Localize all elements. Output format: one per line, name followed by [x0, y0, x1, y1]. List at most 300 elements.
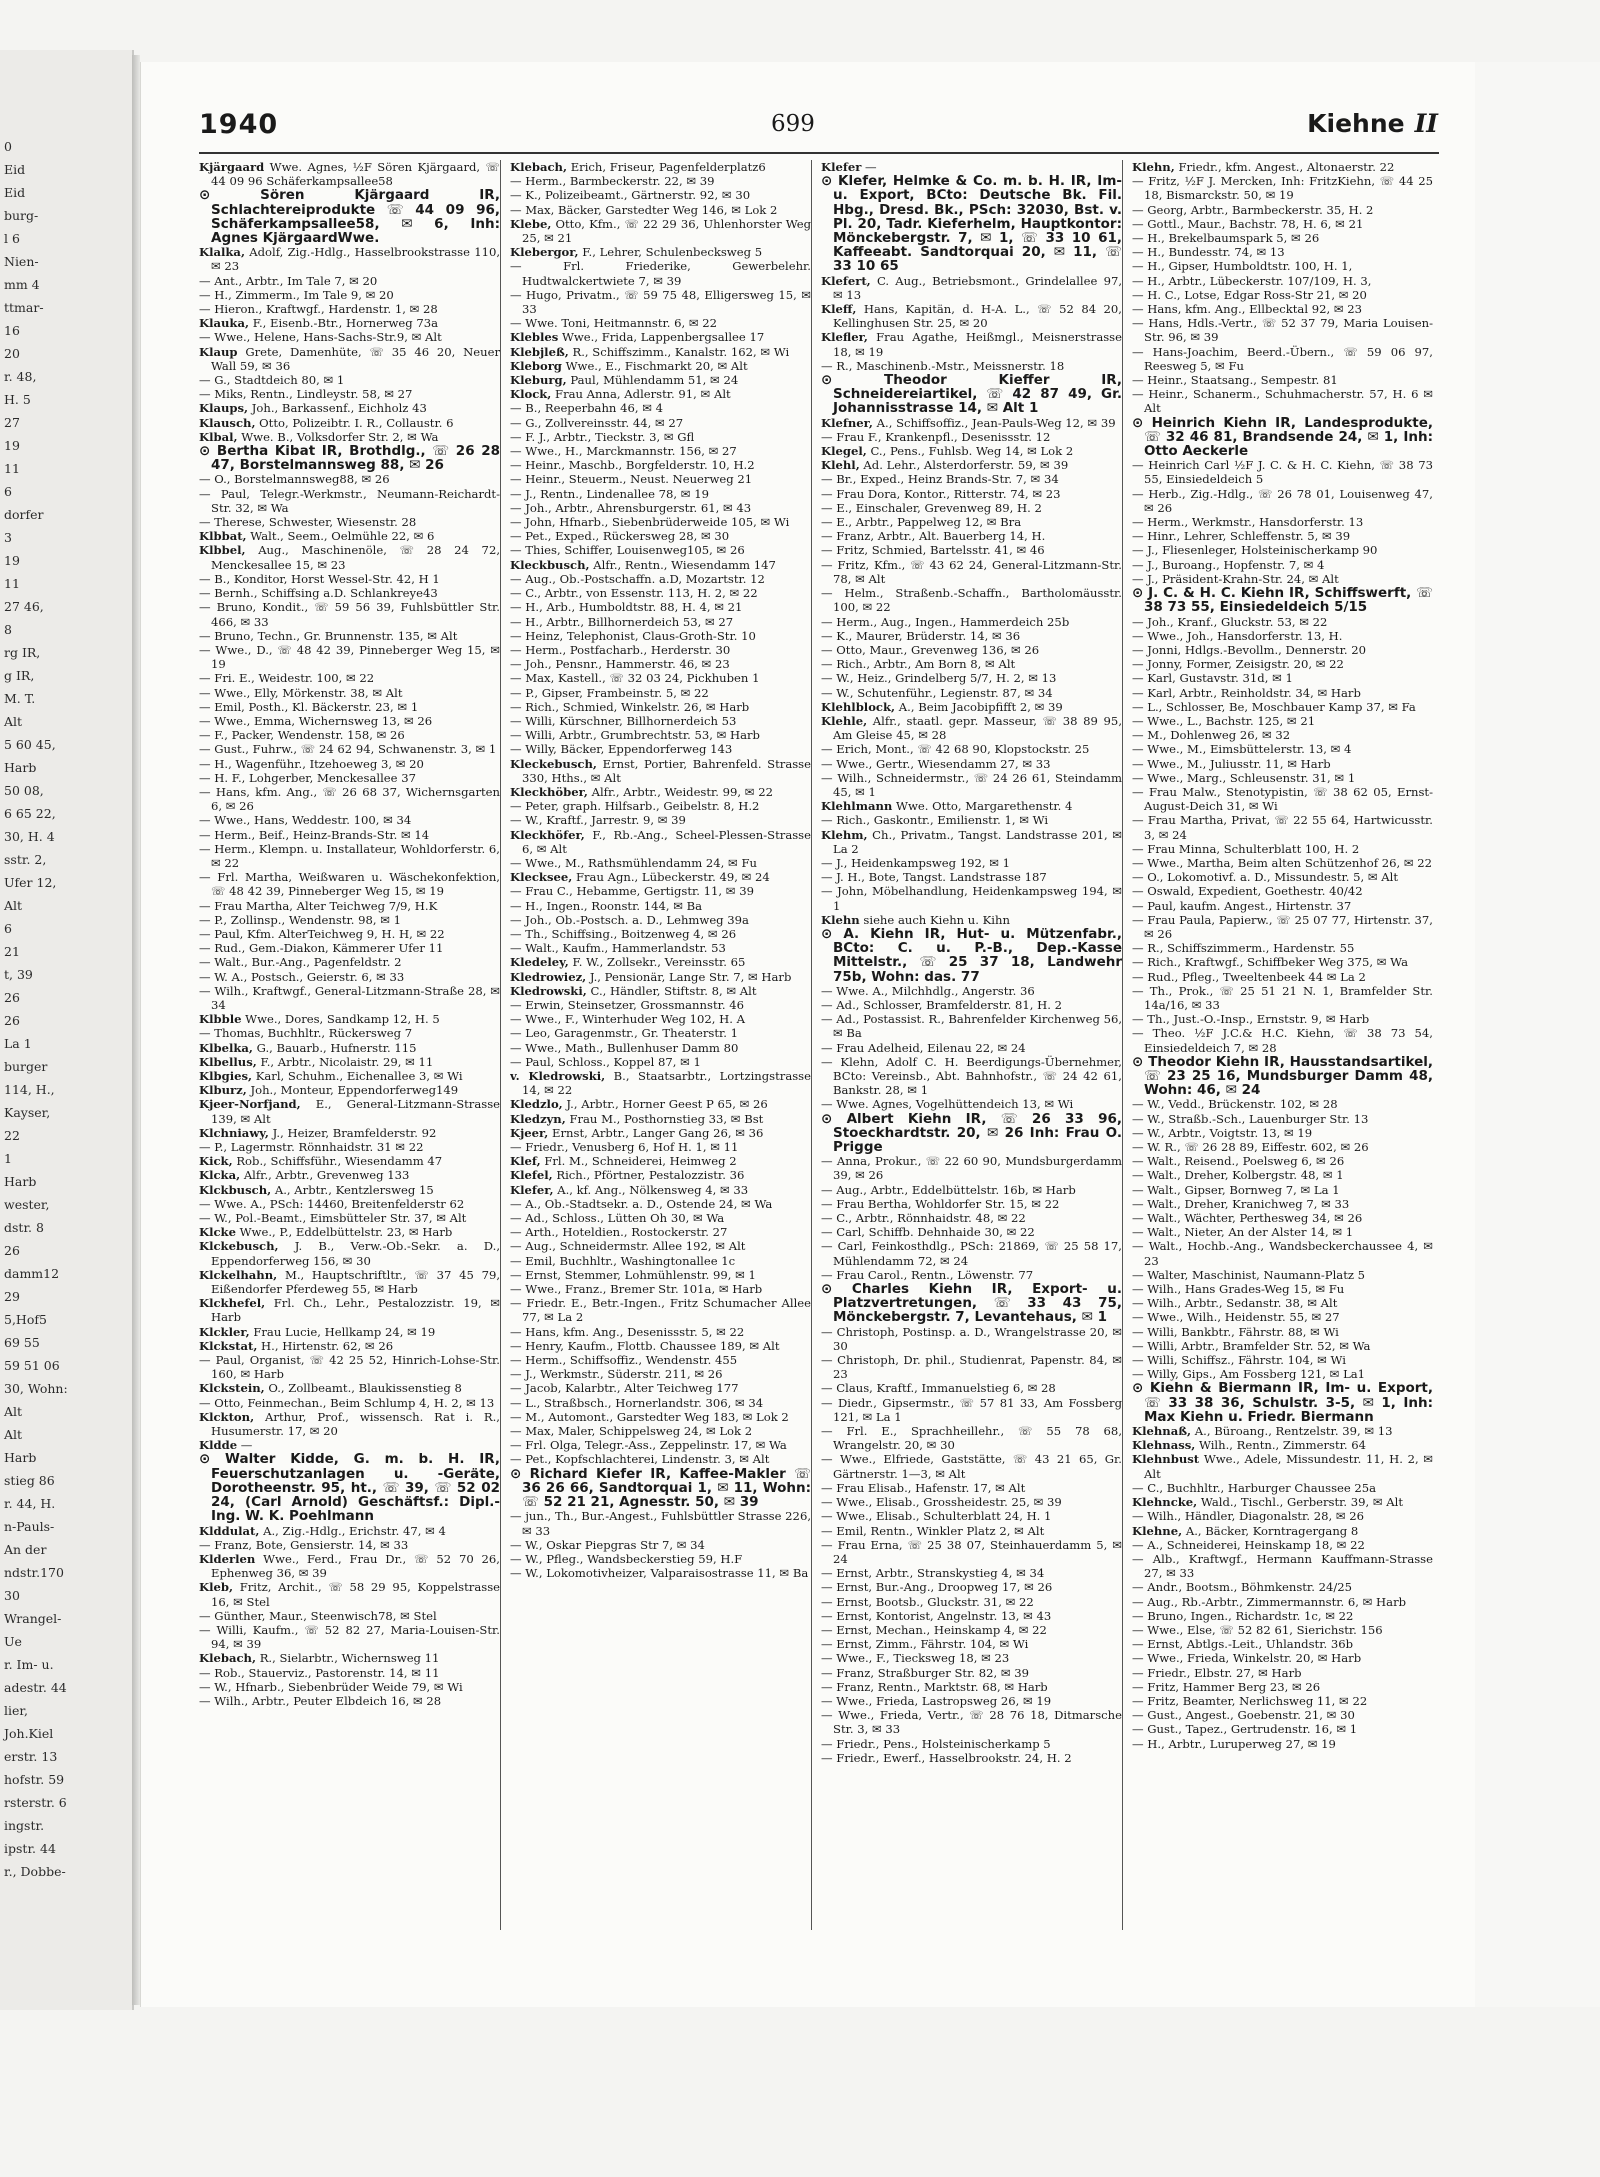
previous-page-line: Wrangel-: [4, 1611, 62, 1626]
entry-details: — Heinrich Carl ½F J. C. & H. C. Kiehn, ☏ 38 73 55, Einsiedeldeich 5: [1132, 458, 1433, 487]
previous-page-line: 19: [4, 553, 20, 568]
entry-details: — Wwe., Hans, Weddestr. 100, ✉ 34: [199, 813, 412, 828]
directory-entry: [1132, 1595, 1433, 1609]
directory-entry: [199, 629, 500, 643]
entry-details: — Wilh., Arbtr., Sedanstr. 38, ✉ Alt: [1132, 1296, 1338, 1311]
entry-details: — Wwe. A., PSch: 14460, Breitenfelderstr 62: [199, 1196, 465, 1211]
entry-details: Frl. Ch., Lehr., Pestalozzistr. 19, ✉ Harb: [211, 1296, 500, 1325]
directory-entry: [821, 1708, 1122, 1736]
entry-details: ⊙ Richard Kiefer IR, Kaffee-Makler ☏ 36 26 66, Sandtorquai 1, ✉ 11, Wohn: ☏ 52 21 21, Agnesstr. 50, ✉ 39: [510, 1465, 811, 1511]
directory-entry: [1132, 870, 1433, 884]
directory-entry: [510, 671, 811, 685]
entry-details: — Wwe., F., Winterhuder Weg 102, H. A: [510, 1012, 746, 1027]
entry-details: — Rich., Kraftwgf., Schiffbeker Weg 375, ✉ Wa: [1132, 955, 1408, 970]
entry-details: — Claus, Kraftf., Immanuelstieg 6, ✉ 28: [821, 1381, 1056, 1396]
book-gutter: [132, 55, 140, 2005]
entry-details: Wwe., P., Eddelbüttelstr. 23, ✉ Harb: [239, 1225, 453, 1240]
entry-details: — Wwe., Frieda, Vertr., ☏ 28 76 18, Ditmarsche Str. 3, ✉ 33: [821, 1708, 1122, 1737]
directory-entry: [510, 387, 811, 401]
directory-entry: [1132, 742, 1433, 756]
directory-entry: [510, 1197, 811, 1211]
entry-details: ⊙ Walter Kidde, G. m. b. H. IR, Feuerschutzanlagen u. -Geräte, Dorotheenstr. 95, ht., ☏ 39, ☏ 52 02 24, (Carl Arnold) Geschäftsf.: Dipl.-Ing. W. K. Poehlmann: [199, 1451, 500, 1525]
directory-entry: [510, 1140, 811, 1154]
directory-entry: [510, 458, 811, 472]
directory-entry: [821, 1680, 1122, 1694]
page-number: 699: [771, 111, 815, 137]
previous-page-line: 69 55: [4, 1335, 40, 1350]
directory-entry: [1132, 1211, 1433, 1225]
entry-details: — Wilh., Schneidermstr., ☏ 24 26 61, Steindamm 45, ✉ 1: [821, 770, 1122, 799]
directory-entry: [821, 1751, 1122, 1765]
directory-entry: [821, 373, 1122, 416]
entry-surname: Kledzlo,: [510, 1097, 563, 1112]
directory-entry: [821, 870, 1122, 884]
entry-details: — P., Gipser, Frambeinstr. 5, ✉ 22: [510, 685, 709, 700]
entry-details: Rob., Schiffsführ., Wiesendamm 47: [236, 1154, 443, 1169]
directory-entry: [510, 828, 811, 856]
directory-entry: [510, 1055, 811, 1069]
entry-details: Rich., Pförtner, Pestalozzistr. 36: [556, 1168, 745, 1183]
directory-entry: [1132, 1381, 1433, 1424]
directory-entry: [821, 1495, 1122, 1509]
previous-page-line: Eid: [4, 162, 26, 177]
directory-entry: [199, 771, 500, 785]
entry-surname: Klebach,: [510, 160, 568, 174]
directory-entry: [1132, 970, 1433, 984]
entry-surname: Klausch,: [199, 415, 256, 430]
directory-entry: [1132, 1055, 1433, 1098]
entry-details: — Alb., Kraftwgf., Hermann Kauffmann-Strasse 27, ✉ 33: [1132, 1551, 1433, 1581]
directory-entry: [1132, 1580, 1433, 1594]
entry-surname: Klckhefel,: [199, 1296, 266, 1311]
previous-page-line: hofstr. 59: [4, 1772, 65, 1787]
directory-entry: [199, 1538, 500, 1552]
directory-entry: [1132, 785, 1433, 813]
directory-entry: [510, 686, 811, 700]
entry-details: — Paul, kaufm. Angest., Hirtenstr. 37: [1132, 898, 1352, 913]
directory-entry: [1132, 842, 1433, 856]
entry-surname: Klehle,: [821, 713, 868, 728]
entry-surname: Kledeley,: [510, 955, 569, 970]
entry-details: — Franz, Straßburger Str. 82, ✉ 39: [821, 1665, 1029, 1680]
entry-details: — Frau Elisab., Hafenstr. 17, ✉ Alt: [821, 1480, 1026, 1495]
directory-entry: [510, 984, 811, 998]
directory-entry: [199, 1225, 500, 1239]
entry-details: R., Schiffszimm., Kanalstr. 162, ✉ Wi: [572, 344, 790, 359]
entry-details: Frau Agn., Lübeckerstr. 49, ✉ 24: [575, 870, 770, 885]
page-margin: [1475, 62, 1600, 2007]
previous-page-line: ndstr.170: [4, 1565, 64, 1580]
entry-surname: Kleckhöfer,: [510, 827, 585, 842]
entry-details: Wwe., Frida, Lappenbergsallee 17: [561, 330, 765, 345]
entry-details: Frau M., Posthornstieg 33, ✉ Bst: [569, 1111, 764, 1126]
directory-entry: [510, 288, 811, 316]
directory-entry: [1132, 217, 1433, 231]
directory-entry: [510, 359, 811, 373]
directory-entry: [199, 1524, 500, 1538]
entry-details: — Herm., Aug., Ingen., Hammerdeich 25b: [821, 614, 1070, 629]
header-rule: [199, 152, 1439, 154]
entry-details: — Miks, Rentn., Lindleystr. 58, ✉ 27: [199, 387, 413, 402]
directory-entry: [510, 1154, 811, 1168]
directory-entry: [510, 1211, 811, 1225]
directory-entry: [821, 1580, 1122, 1594]
directory-entry: [1132, 856, 1433, 870]
entry-details: — Max, Kastell., ☏ 32 03 24, Pickhuben 1: [510, 671, 760, 686]
entry-surname: Kledrowiez,: [510, 969, 587, 984]
entry-details: — Rich., Arbtr., Am Born 8, ✉ Alt: [821, 657, 1016, 672]
directory-entry: [199, 1623, 500, 1651]
entry-details: — Klehn, Adolf C. H. Beerdigungs-Übernehmer, BCto: Vereinsb., Abt. Bahnhofstr., ☏ 24 42 61, Bankstr. 28, ✉ 1: [821, 1054, 1122, 1098]
entry-details: — W., Hfnarb., Siebenbrüder Weide 79, ✉ Wi: [199, 1679, 463, 1694]
directory-entry: [821, 643, 1122, 657]
directory-entry: [821, 1595, 1122, 1609]
directory-entry: [821, 416, 1122, 430]
directory-entry: [821, 1609, 1122, 1623]
entry-details: — Wwe., M., Rathsmühlendamm 24, ✉ Fu: [510, 855, 757, 870]
entry-details: — Willy, Bäcker, Eppendorferweg 143: [510, 742, 733, 757]
entry-details: — Willi, Arbtr., Grumbrechtstr. 53, ✉ Harb: [510, 728, 760, 743]
directory-entry: [1132, 1722, 1433, 1736]
previous-page-line: Harb: [4, 760, 37, 775]
entry-details: — Aug., Rb.-Arbtr., Zimmermannstr. 6, ✉ Harb: [1132, 1594, 1407, 1609]
entry-details: — Pet., Kopfschlachterei, Lindenstr. 3, ✉ Alt: [510, 1452, 770, 1467]
entry-details: — Therese, Schwester, Wiesenstr. 28: [199, 515, 417, 530]
entry-details: — Max, Bäcker, Garstedter Weg 146, ✉ Lok 2: [510, 202, 778, 217]
directory-entry: [510, 586, 811, 600]
directory-entry: [199, 714, 500, 728]
directory-entry: [199, 1140, 500, 1154]
directory-entry: [199, 1083, 500, 1097]
previous-page-line: burg-: [4, 208, 39, 223]
entry-details: — G., Stadtdeich 80, ✉ 1: [199, 373, 345, 388]
directory-entry: [1132, 813, 1433, 841]
directory-entry: [821, 543, 1122, 557]
previous-page-line: La 1: [4, 1036, 32, 1051]
entry-details: — Willi, Kaufm., ☏ 52 82 27, Maria-Louisen-Str. 94, ✉ 39: [199, 1622, 500, 1652]
directory-entry: [510, 1239, 811, 1253]
directory-entry: [1132, 1367, 1433, 1381]
entry-details: — Rob., Stauerviz., Pastorenstr. 14, ✉ 11: [199, 1665, 440, 1680]
directory-entry: [1132, 1097, 1433, 1111]
entry-details: Ernst, Arbtr., Langer Gang 26, ✉ 36: [552, 1125, 764, 1140]
entry-details: — Walt., Dreher, Kranichweg 7, ✉ 33: [1132, 1196, 1350, 1211]
directory-entry: [1132, 174, 1433, 202]
directory-entry: [510, 1552, 811, 1566]
directory-entry: [199, 1680, 500, 1694]
directory-entry: [821, 1041, 1122, 1055]
entry-surname: Klderlen: [199, 1551, 256, 1566]
entry-details: — Friedr. E., Betr.-Ingen., Fritz Schumacher Allee 77, ✉ La 2: [510, 1296, 811, 1325]
directory-entry: [1132, 416, 1433, 459]
entry-details: — Henry, Kaufm., Flottb. Chaussee 189, ✉ Alt: [510, 1338, 780, 1353]
directory-entry: [510, 955, 811, 969]
entry-details: — Wwe., Joh., Hansdorferstr. 13, H.: [1132, 628, 1343, 643]
entry-details: F., Eisenb.-Btr., Hornerweg 73a: [252, 316, 439, 331]
directory-entry: [510, 913, 811, 927]
directory-entry: [821, 1197, 1122, 1211]
directory-entry: [1132, 671, 1433, 685]
previous-page-line: 50 08,: [4, 783, 44, 798]
entry-surname: Klbellus,: [199, 1054, 257, 1069]
entry-details: — Th., Schiffsing., Boitzenweg 4, ✉ 26: [510, 926, 737, 941]
directory-entry: [510, 217, 811, 245]
entry-details: — Heinr., Steuerm., Neust. Neuerweg 21: [510, 472, 753, 487]
directory-entry: [821, 856, 1122, 870]
previous-page-line: 5 60 45,: [4, 737, 56, 752]
entry-details: — C., Buchhltr., Harburger Chaussee 25a: [1132, 1480, 1377, 1495]
directory-entry: [510, 501, 811, 515]
entry-surname: Klebjleß,: [510, 344, 569, 359]
entry-details: — Ad., Schloss., Lütten Oh 30, ✉ Wa: [510, 1211, 725, 1226]
directory-entry: [199, 345, 500, 373]
entry-details: ⊙ Theodor Kieffer IR, Schneidereiartikel, ☏ 42 87 49, Gr. Johannisstrasse 14, ✉ Alt 1: [821, 372, 1122, 417]
entry-details: — Bruno, Kondit., ☏ 59 56 39, Fuhlsbüttler Str. 466, ✉ 33: [199, 600, 500, 629]
entry-details: — Aug., Arbtr., Eddelbüttelstr. 16b, ✉ Harb: [821, 1182, 1076, 1197]
directory-entry: [1132, 1325, 1433, 1339]
previous-page-line: 22: [4, 1128, 20, 1143]
directory-entry: [1132, 984, 1433, 1012]
directory-entry: [199, 274, 500, 288]
entry-surname: Klefner,: [821, 415, 873, 430]
previous-page-line: 59 51 06: [4, 1358, 60, 1373]
directory-entry: [1132, 643, 1433, 657]
entry-details: — Frau F., Krankenpfl., Desenissstr. 12: [821, 429, 1051, 444]
entry-details: Wwe., E., Fischmarkt 20, ✉ Alt: [565, 358, 748, 373]
entry-details: — H., Gipser, Humboldtstr. 100, H. 1,: [1132, 259, 1353, 274]
entry-details: — Hugo, Privatm., ☏ 59 75 48, Elligersweg 15, ✉ 33: [510, 287, 811, 317]
entry-surname: Klcka,: [199, 1168, 241, 1183]
directory-entry: [821, 1481, 1122, 1495]
directory-entry: [199, 1381, 500, 1395]
entry-details: Joh., Monteur, Eppendorferweg149: [250, 1083, 459, 1098]
directory-entry: [821, 174, 1122, 273]
entry-details: — Fritz, Schmied, Bartelsstr. 41, ✉ 46: [821, 543, 1045, 558]
entry-details: — Wwe., Else, ☏ 52 82 61, Sierichstr. 156: [1132, 1622, 1383, 1637]
directory-entry: [199, 572, 500, 586]
entry-details: Ernst, Portier, Bahrenfeld. Strasse 330, Hths., ✉ Alt: [522, 756, 811, 785]
previous-page-line: lier,: [4, 1703, 28, 1718]
previous-page-line: 6: [4, 484, 12, 499]
previous-page-line: Harb: [4, 1174, 37, 1189]
entry-details: — K., Maurer, Brüderstr. 14, ✉ 36: [821, 628, 1021, 643]
entry-details: Paul, Mühlendamm 51, ✉ 24: [570, 373, 739, 388]
entry-details: A., kf. Ang., Nölkensweg 4, ✉ 33: [557, 1182, 749, 1197]
directory-entry: [821, 1183, 1122, 1197]
entry-details: ⊙ J. C. & H. C. Kiehn IR, Schiffswerft, ☏ 38 73 55, Einsiedeldeich 5/15: [1132, 585, 1433, 616]
entry-details: — Frau Adelheid, Eilenau 22, ✉ 24: [821, 1040, 1026, 1055]
directory-entry: [199, 1325, 500, 1339]
entry-details: —: [240, 1438, 253, 1453]
directory-entry: [821, 913, 1122, 927]
entry-details: Wwe., Adele, Missundestr. 11, H. 2, ✉ Alt: [1144, 1452, 1433, 1481]
entry-details: — H., Arbtr., Luruperweg 27, ✉ 19: [1132, 1736, 1336, 1751]
entry-details: Otto, Polizeibtr. I. R., Collaustr. 6: [259, 415, 454, 430]
previous-page-line: Ue: [4, 1634, 22, 1649]
directory-entry: [1132, 1339, 1433, 1353]
previous-page-line: erstr. 13: [4, 1749, 58, 1764]
directory-entry: [510, 1282, 811, 1296]
entry-details: — Fritz, Beamter, Nerlichsweg 11, ✉ 22: [1132, 1693, 1368, 1708]
entry-details: — Wilh., Hans Grades-Weg 15, ✉ Fu: [1132, 1282, 1345, 1297]
entry-details: — jun., Th., Bur.-Angest., Fuhlsbüttler Strasse 226, ✉ 33: [510, 1509, 811, 1538]
entry-details: — Jonni, Hdlgs.-Bevollm., Dennerstr. 20: [1132, 642, 1367, 657]
directory-entry: [1132, 1481, 1433, 1495]
directory-entry: [199, 984, 500, 1012]
entry-details: — Aug., Schneidermstr. Allee 192, ✉ Alt: [510, 1239, 746, 1254]
previous-page-line: rsterstr. 6: [4, 1795, 67, 1810]
entry-details: A., Schiffsoffiz., Jean-Pauls-Weg 12, ✉ 39: [876, 415, 1116, 430]
entry-details: A., Bäcker, Korntragergang 8: [1185, 1523, 1359, 1538]
directory-entry: [1132, 771, 1433, 785]
entry-details: — Bernh., Schiffsing a.D. Schlankreye43: [199, 586, 438, 601]
entry-details: — Carl, Schiffb. Dehnhaide 30, ✉ 22: [821, 1225, 1035, 1240]
entry-surname: Klaups,: [199, 401, 249, 416]
directory-entry: [510, 444, 811, 458]
entry-details: Alfr., Arbtr., Weidestr. 99, ✉ 22: [591, 784, 773, 799]
directory-entry: [510, 1538, 811, 1552]
entry-surname: Kleff,: [821, 302, 857, 317]
entry-details: O., Zollbeamt., Blaukissenstieg 8: [268, 1381, 462, 1396]
directory-entry: [510, 998, 811, 1012]
entry-details: — H., Zimmerm., Im Tale 9, ✉ 20: [199, 287, 394, 302]
entry-surname: Klckbusch,: [199, 1182, 272, 1197]
directory-entry: [821, 1282, 1122, 1325]
directory-entry: [199, 828, 500, 842]
previous-page-line: 21: [4, 944, 20, 959]
entry-surname: Klefer: [821, 160, 862, 174]
previous-page-line: l 6: [4, 231, 20, 246]
column-4: [1132, 160, 1433, 1930]
entry-details: — Br., Exped., Heinz Brands-Str. 7, ✉ 34: [821, 472, 1059, 487]
entry-details: — L., Straßbsch., Hornerlandstr. 306, ✉ 34: [510, 1395, 764, 1410]
directory-entry: [821, 686, 1122, 700]
directory-entry: [1132, 1296, 1433, 1310]
directory-entry: [821, 615, 1122, 629]
entry-details: — H., Arbtr., Billhornerdeich 53, ✉ 27: [510, 614, 734, 629]
directory-entry: [199, 842, 500, 870]
directory-entry: [510, 188, 811, 202]
guide-word-text: Kiehne: [1307, 109, 1405, 138]
directory-entry: [1132, 657, 1433, 671]
entry-surname: Klckstat,: [199, 1338, 258, 1353]
previous-page-line: g IR,: [4, 668, 35, 683]
entry-details: — M., Dohlenweg 26, ✉ 32: [1132, 728, 1291, 743]
directory-entry: [510, 472, 811, 486]
entry-surname: Kleckebusch,: [510, 756, 597, 771]
directory-entry: [821, 1666, 1122, 1680]
entry-details: — Rud., Gem.-Diakon, Kämmerer Ufer 11: [199, 941, 444, 956]
directory-entry: [199, 643, 500, 671]
directory-entry: [821, 742, 1122, 756]
entry-details: — B., Reeperbahn 46, ✉ 4: [510, 401, 663, 416]
directory-entry: [510, 600, 811, 614]
entry-details: — Wwe., Math., Bullenhuser Damm 80: [510, 1040, 739, 1055]
entry-details: — Wwe., Gertr., Wiesendamm 27, ✉ 33: [821, 756, 1051, 771]
entry-details: — Günther, Maur., Steenwisch78, ✉ Stel: [199, 1608, 437, 1623]
entry-details: — Franz, Rentn., Marktstr. 68, ✉ Harb: [821, 1679, 1048, 1694]
entry-details: — W., Pol.-Beamt., Eimsbütteler Str. 37, ✉ Alt: [199, 1211, 467, 1226]
directory-entry: [510, 657, 811, 671]
directory-entry: [510, 1339, 811, 1353]
directory-entry: [1132, 1708, 1433, 1722]
directory-entry: [199, 671, 500, 685]
entry-details: J., Heizer, Bramfelderstr. 92: [272, 1125, 437, 1140]
entry-details: — Friedr., Venusberg 6, Hof H. 1, ✉ 11: [510, 1140, 739, 1155]
previous-page-line: Kayser,: [4, 1105, 51, 1120]
entry-surname: Klalka,: [199, 245, 245, 260]
directory-entry: [199, 600, 500, 628]
entry-details: Frau Lucie, Hellkamp 24, ✉ 19: [253, 1324, 436, 1339]
directory-entry: [1132, 1623, 1433, 1637]
directory-entry: [510, 1467, 811, 1510]
entry-details: ⊙ Heinrich Kiehn IR, Landesprodukte, ☏ 32 46 81, Brandsende 24, ✉ 1, Inh: Otto Aeckerle: [1132, 414, 1433, 460]
directory-entry: [1132, 245, 1433, 259]
directory-entry: [1132, 1495, 1433, 1509]
entry-details: Fritz, Archit., ☏ 58 29 95, Koppelstrasse 16, ✉ Stel: [211, 1580, 501, 1609]
previous-page-line: 11: [4, 461, 20, 476]
entry-details: —: [865, 160, 877, 174]
directory-entry: [199, 1396, 500, 1410]
entry-details: J., Pensionär, Lange Str. 7, ✉ Harb: [589, 969, 792, 984]
directory-entry: [1132, 373, 1433, 387]
previous-page-line: r. 44, H.: [4, 1496, 56, 1511]
entry-details: — Frau Malw., Stenotypistin, ☏ 38 62 05, Ernst-August-Deich 31, ✉ Wi: [1132, 784, 1433, 814]
entry-details: — Ernst, Zimm., Fährstr. 104, ✉ Wi: [821, 1637, 1029, 1652]
directory-entry: [510, 1381, 811, 1395]
directory-entry: [199, 1183, 500, 1197]
directory-entry: [199, 586, 500, 600]
previous-page-line: sstr. 2,: [4, 852, 47, 867]
previous-page-line: 29: [4, 1289, 20, 1304]
entry-details: Grete, Damenhüte, ☏ 35 46 20, Neuer Wall 59, ✉ 36: [211, 344, 501, 373]
entry-details: — Hans, Hdls.-Vertr., ☏ 52 37 79, Maria Louisen-Str. 96, ✉ 39: [1132, 316, 1433, 345]
directory-entry: [821, 671, 1122, 685]
entry-details: — Frau Bertha, Wohldorfer Str. 15, ✉ 22: [821, 1196, 1060, 1211]
previous-page-line: Eid: [4, 185, 26, 200]
entry-details: — Wwe., Marg., Schleusenstr. 31, ✉ 1: [1132, 770, 1356, 785]
entry-details: — Frau Martha, Alter Teichweg 7/9, H.K: [199, 898, 438, 913]
previous-page-line: 0: [4, 139, 12, 154]
previous-page-line: mm 4: [4, 277, 40, 292]
entry-details: — W., Kraftf., Jarrestr. 9, ✉ 39: [510, 813, 686, 828]
directory-entry: [821, 472, 1122, 486]
entry-details: — Th., Just.-O.-Insp., Ernststr. 9, ✉ Harb: [1132, 1012, 1370, 1027]
directory-entry: [1132, 1680, 1433, 1694]
directory-entry: [1132, 1438, 1433, 1452]
entry-surname: Klddulat,: [199, 1523, 260, 1538]
entry-details: — Andr., Bootsm., Böhmkenstr. 24/25: [1132, 1580, 1352, 1595]
entry-details: Walt., Seem., Oelmühle 22, ✉ 6: [250, 529, 435, 544]
entry-details: Hans, Kapitän, d. H-A. L., ☏ 52 84 20, Kellinghusen Str. 25, ✉ 20: [833, 302, 1122, 331]
directory-entry: [1132, 1225, 1433, 1239]
entry-details: — H., Bundesstr. 74, ✉ 13: [1132, 245, 1285, 260]
directory-entry: [821, 1452, 1122, 1480]
entry-surname: Klckler,: [199, 1324, 250, 1339]
entry-details: F., Arbtr., Nicolaistr. 29, ✉ 11: [260, 1054, 434, 1069]
entry-details: — Thies, Schiffer, Louisenweg105, ✉ 26: [510, 543, 745, 558]
entry-details: — Hans-Joachim, Beerd.-Übern., ☏ 59 06 97, Reesweg 5, ✉ Fu: [1132, 344, 1433, 373]
previous-page-line: adestr. 44: [4, 1680, 67, 1695]
previous-page-line: 6: [4, 921, 12, 936]
directory-entry: [1132, 1154, 1433, 1168]
entry-details: Adolf, Zig.-Hdlg., Hasselbrookstrasse 110, ✉ 23: [211, 245, 501, 274]
entry-details: — Theo. ½F J.C.& H.C. Kiehn, ☏ 38 73 54, Einsiedeldeich 7, ✉ 28: [1132, 1026, 1433, 1055]
directory-entry: [510, 799, 811, 813]
entry-details: J. B., Verw.-Ob.-Sekr. a. D., Eppendorferweg 156, ✉ 30: [211, 1239, 501, 1268]
entry-details: — Paul, Schloss., Koppel 87, ✉ 1: [510, 1054, 701, 1069]
entry-details: — Frau Carol., Rentn., Löwenstr. 77: [821, 1267, 1034, 1282]
